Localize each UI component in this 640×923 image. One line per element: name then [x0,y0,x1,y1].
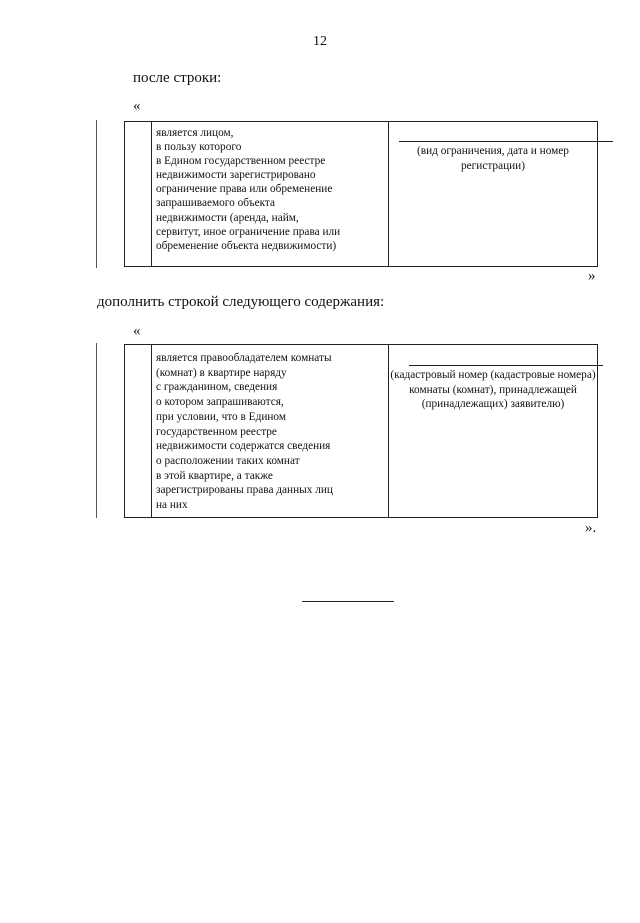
margin-tick-1 [96,120,97,268]
table-2-right-line: (принадлежащих) заявителю) [421,398,565,410]
table-1-left-line: в Едином государственном реестре [156,155,326,168]
table-2-left-line: (комнат) в квартире наряду [156,366,287,379]
table-2-left-line: о расположении таких комнат [156,454,300,467]
table-1-right-cell [389,122,598,266]
table-1-left-line: ограничение права или обременение [156,183,333,196]
table-2-right-caption [389,368,597,412]
margin-tick-2 [96,343,97,518]
table-2-left-line: в этой квартире, а также [156,469,273,482]
open-quote-1: « [133,98,141,114]
table-2-left-line: является правообладателем комнаты [156,352,332,364]
table-1-left-line: сервитут, иное ограничение права или [156,225,341,238]
table-2-right-line: (кадастровый номер (кадастровые номера) [390,369,596,381]
table-2-left-line: государственном реестре [156,425,277,438]
table-2-right-cell [389,345,598,517]
table-2-left-line: с гражданином, сведения [156,381,278,394]
table-2-left-line: о котором запрашиваются, [156,396,284,409]
table-1-right-line: регистрации) [461,159,525,172]
table-1-left-cell [151,122,389,266]
table-1-left-line: обременение объекта недвижимости) [156,239,337,252]
close-quote-1: » [588,268,596,284]
table-1-fill-line [399,141,613,142]
table-1-left-line: запрашиваемого объекта [156,197,276,210]
table-1-left-line: недвижимости (аренда, найм, [156,211,299,224]
table-2-fill-line [409,365,603,366]
table-1-left-line: в пользу которого [156,141,242,154]
table-2-left-line: зарегистрированы права данных лиц [156,484,333,497]
table-2-right-line: комнаты (комнат), принадлежащей [409,383,577,396]
table-1-right-caption [389,144,597,173]
table-1-left-line: является лицом, [156,127,234,139]
table-1 [124,121,598,267]
table-2 [124,344,598,518]
table-2-left-cell [151,345,389,517]
table-2-left-line: на них [156,499,188,512]
open-quote-2: « [133,323,141,339]
table-1-right-line: (вид ограничения, дата и номер [417,145,569,157]
table-2-left-line: при условии, что в Едином [156,410,287,423]
page-number: 12 [313,34,327,49]
middle-text: дополнить строкой следующего содержания: [97,294,385,310]
end-separator-line [302,601,394,602]
intro-text: после строки: [133,70,222,86]
table-1-left-line: недвижимости зарегистрировано [156,169,316,182]
close-quote-2: ». [585,520,597,536]
table-2-left-line: недвижимости содержатся сведения [156,440,331,453]
